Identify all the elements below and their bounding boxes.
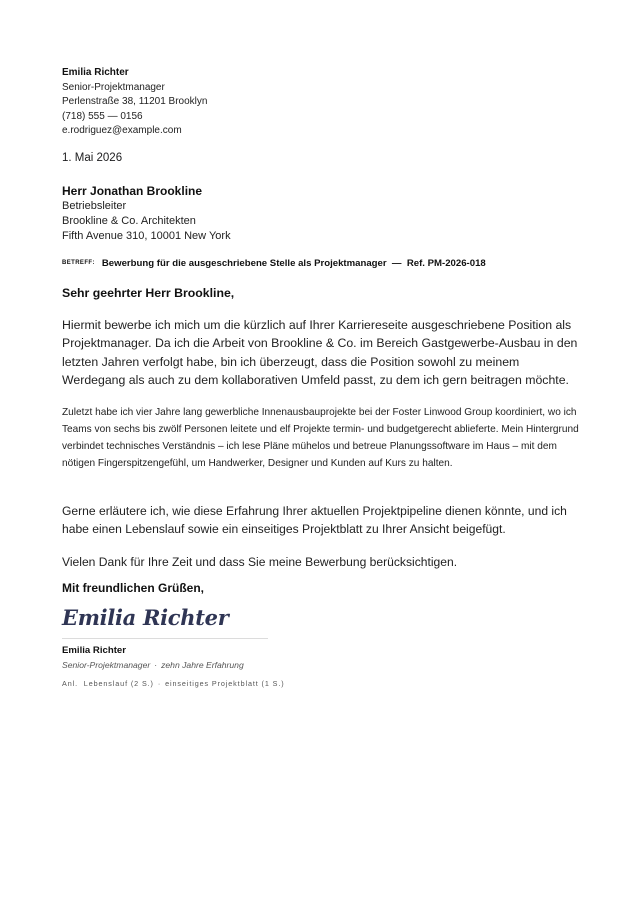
enclosure-line [62, 679, 578, 688]
recipient-block [62, 183, 578, 244]
enclosure-separator: · [157, 678, 162, 688]
sender-address: Perlenstraße 38, 11201 Brooklyn [62, 96, 208, 108]
sender-email: e.rodriguez@example.com [62, 125, 182, 137]
recipient-address: Fifth Avenue 310, 10001 New York [62, 229, 231, 242]
salutation: Sehr geehrter Herr Brookline, [62, 285, 235, 300]
sender-name: Emilia Richter [62, 67, 129, 78]
sender-block [62, 66, 578, 139]
signature-experience: zehn Jahre Erfahrung [161, 659, 244, 670]
recipient-role: Betriebsleiter [62, 199, 127, 212]
sender-phone: (718) 555 — 0156 [62, 110, 143, 122]
closing: Mit freundlichen Grüßen, [62, 580, 205, 595]
sender-title: Senior-Projektmanager [62, 81, 165, 93]
signature-divider [62, 638, 268, 639]
letter-date: 1. Mai 2026 [62, 151, 123, 164]
body-paragraph-3: Gerne erläutere ich, wie diese Erfahrung Ihrer aktuellen Projektpipeline dienen könnte, und ich habe einen Lebenslauf sowie ein einseitiges Projektblatt zu Ihrer Ansicht beigefügt. [62, 503, 567, 537]
subject-line [62, 258, 578, 269]
body-paragraph-2: Zuletzt habe ich vier Jahre lang gewerbliche Innenausbauprojekte bei der Foster Linwood Group koordiniert, wo ich Teams von sechs bis zwölf Personen leitete und elf Projekte termin- und budgetgerecht ablieferte. Mein Hintergrund verbindet technisches Verständnis – ich lese Pläne mühelos und betreue Planungssoftware im Haus – mit dem nötigen Fingerspitzengefühl, um Handwerker, Designer und Kunden auf Kurs zu halten. [62, 406, 579, 469]
body-paragraph-4: Vielen Dank für Ihre Zeit und dass Sie meine Bewerbung berücksichtigen. [62, 554, 458, 569]
recipient-company: Brookline & Co. Architekten [62, 214, 196, 227]
subject-label: BETREFF: [62, 259, 95, 266]
enclosure-item-cv: Lebenslauf (2 S.) [83, 678, 154, 688]
body-paragraph-1: Hiermit bewerbe ich mich um die kürzlich auf Ihrer Karriereseite ausgeschriebene Position als Projektmanager. Da ich die Arbeit von Brookline & Co. im Bereich Gastgewerbe-Ausbau in den letzten Jahren verfolgt habe, bin ich überzeugt, dass die Position sowohl zu meinem Werdegang als auch zu dem kollaborativen Umfeld passt, zu dem ich gern beitragen möchte. [62, 317, 578, 388]
recipient-name: Herr Jonathan Brookline [62, 183, 203, 198]
signature-role: Senior-Projektmanager [62, 659, 151, 670]
signature-role-line [62, 660, 578, 670]
handwritten-signature: Emilia Richter [62, 604, 229, 630]
signature-name: Emilia Richter [62, 644, 126, 656]
signature-separator: · [154, 659, 158, 670]
enclosure-label: Anl. [62, 678, 78, 688]
subject-text: Bewerbung für die ausgeschriebene Stelle als Projektmanager — Ref. PM-2026-018 [101, 257, 486, 269]
enclosure-item-project-sheet: einseitiges Projektblatt (1 S.) [165, 678, 285, 688]
